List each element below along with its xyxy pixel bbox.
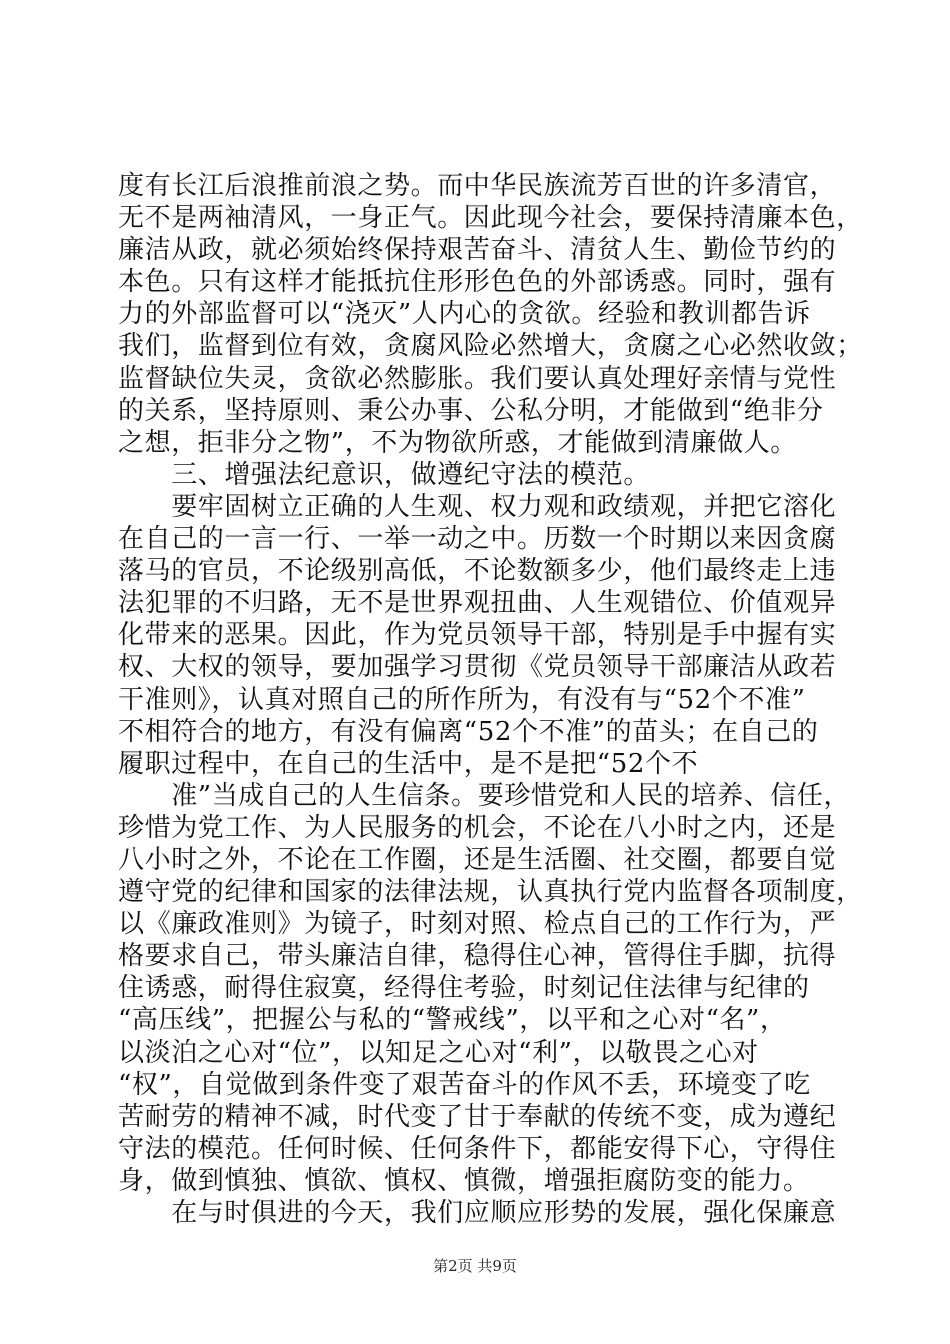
text-line: 不相符合的地方，有没有偏离“52个不准”的苗头；在自己的: [118, 716, 819, 747]
text-line: 以淡泊之心对“位”，以知足之心对“利”，以敬畏之心对: [118, 1037, 759, 1068]
text-line: 身，做到慎独、慎欲、慎权、慎微，增强拒腐防变的能力。: [118, 1165, 810, 1196]
text-line: 在自己的一言一行、一举一动之中。历数一个时期以来因贪腐: [118, 524, 837, 555]
text-line: 度有长江后浪推前浪之势。而中华民族流芳百世的许多清官，: [118, 171, 837, 201]
text-line: 以《廉政准则》为镜子，时刻对照、检点自己的工作行为，严: [118, 909, 837, 940]
text-line: 落马的官员，不论级别高低，不论数额多少，他们最终走上违: [118, 556, 837, 587]
text-line: 格要求自己，带头廉洁自律，稳得住心神，管得住手脚，抗得: [118, 941, 837, 972]
text-line: 住诱惑，耐得住寂寞，经得住考验，时刻记住法律与纪律的: [118, 973, 810, 1004]
text-line: 权、大权的领导，要加强学习贯彻《党员领导干部廉洁从政若: [118, 652, 837, 683]
text-line: 之想，拒非分之物”，不为物欲所惑，才能做到清廉做人。: [118, 427, 797, 458]
text-line: 化带来的恶果。因此，作为党员领导干部，特别是手中握有实: [118, 620, 837, 651]
text-line: 廉洁从政，就必须始终保持艰苦奋斗、清贫人生、勤俭节约的: [118, 235, 837, 266]
text-line: 遵守党的纪律和国家的法律法规，认真执行党内监督各项制度，: [118, 877, 863, 908]
text-line: 我们，监督到位有效，贪腐风险必然增大，贪腐之心必然收敛；: [118, 331, 863, 362]
text-line: 本色。只有这样才能抵抗住形形色色的外部诱惑。同时，强有: [118, 267, 837, 298]
text-line: 无不是两袖清风，一身正气。因此现今社会，要保持清廉本色，: [118, 203, 863, 234]
text-line: 干准则》，认真对照自己的所作所为，有没有与“52个不准”: [118, 684, 806, 715]
text-line: 守法的模范。任何时候、任何条件下，都能安得下心，守得住: [118, 1133, 837, 1164]
text-line: 八小时之外，不论在工作圈，还是生活圈、社交圈，都要自觉: [118, 844, 837, 875]
text-line: 监督缺位失灵，贪欲必然膨胀。我们要认真处理好亲情与党性: [118, 363, 837, 394]
text-line: 珍惜为党工作、为人民服务的机会，不论在八小时之内，还是: [118, 812, 837, 843]
text-line: 力的外部监督可以“浇灭”人内心的贪欲。经验和教训都告诉: [118, 299, 811, 330]
text-line: 的关系，坚持原则、秉公办事、公私分明，才能做到“绝非分: [118, 395, 824, 426]
text-line: 在与时俱进的今天，我们应顺应形势的发展，强化保廉意: [118, 1198, 837, 1228]
text-line: 要牢固树立正确的人生观、权力观和政绩观，并把它溶化: [118, 491, 837, 522]
page-footer: 第2页 共9页: [433, 1257, 517, 1275]
text-line: “权”，自觉做到条件变了艰苦奋斗的作风不丢，环境变了吃: [118, 1069, 811, 1100]
text-line: 苦耐劳的精神不减，时代变了甘于奉献的传统不变，成为遵纪: [118, 1101, 837, 1132]
section-heading: 三、增强法纪意识，做遵纪守法的模范。: [118, 459, 651, 490]
text-line: 法犯罪的不归路，无不是世界观扭曲、人生观错位、价值观异: [118, 588, 837, 619]
body-text: [118, 170, 863, 1229]
text-line: “高压线”，把握公与私的“警戒线”，以平和之心对“名”，: [118, 1005, 787, 1036]
text-line: 准”当成自己的人生信条。要珍惜党和人民的培养、信任，: [118, 780, 851, 811]
text-line: 履职过程中，在自己的生活中，是不是把“52个不: [118, 748, 699, 779]
